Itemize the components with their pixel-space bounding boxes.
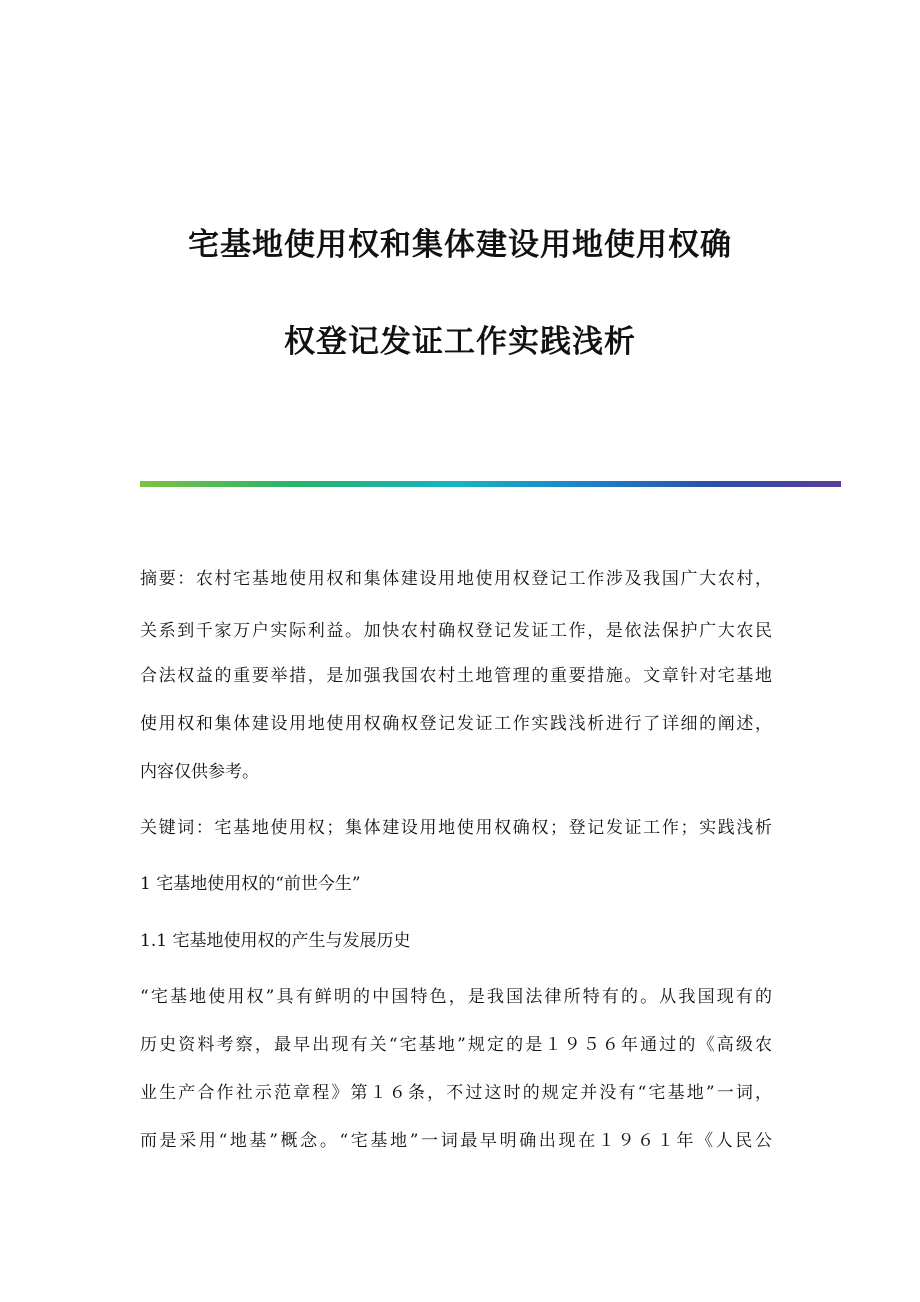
title-divider (140, 481, 841, 487)
body-line: “宅基地使用权”具有鲜明的中国特色，是我国法律所特有的。从我国现有的 (140, 987, 772, 1007)
document-title-line-2: 权登记发证工作实践浅析 (284, 324, 636, 360)
abstract-line: 使用权和集体建设用地使用权确权登记发证工作实践浅析进行了详细的阐述， (140, 714, 772, 734)
subsection-heading: 1.1 宅基地使用权的产生与发展历史 (140, 931, 411, 951)
body-line: 而是采用“地基”概念。“宅基地”一词最早明确出现在１９６１年《人民公 (140, 1131, 772, 1151)
body-line: 业生产合作社示范章程》第１６条，不过这时的规定并没有“宅基地”一词， (140, 1083, 772, 1103)
abstract-line: 摘要：农村宅基地使用权和集体建设用地使用权登记工作涉及我国广大农村， (140, 569, 772, 589)
document-title-line-1: 宅基地使用权和集体建设用地使用权确 (188, 227, 732, 263)
abstract-line: 关系到千家万户实际利益。加快农村确权登记发证工作，是依法保护广大农民 (140, 621, 772, 641)
abstract-line: 内容仅供参考。 (140, 762, 259, 782)
body-line: 历史资料考察，最早出现有关“宅基地”规定的是１９５６年通过的《高级农 (140, 1035, 772, 1055)
section-heading: 1 宅基地使用权的“前世今生” (140, 874, 361, 894)
abstract-line: 合法权益的重要举措，是加强我国农村土地管理的重要措施。文章针对宅基地 (140, 666, 772, 686)
keywords-line: 关键词：宅基地使用权；集体建设用地使用权确权；登记发证工作；实践浅析 (140, 818, 772, 838)
